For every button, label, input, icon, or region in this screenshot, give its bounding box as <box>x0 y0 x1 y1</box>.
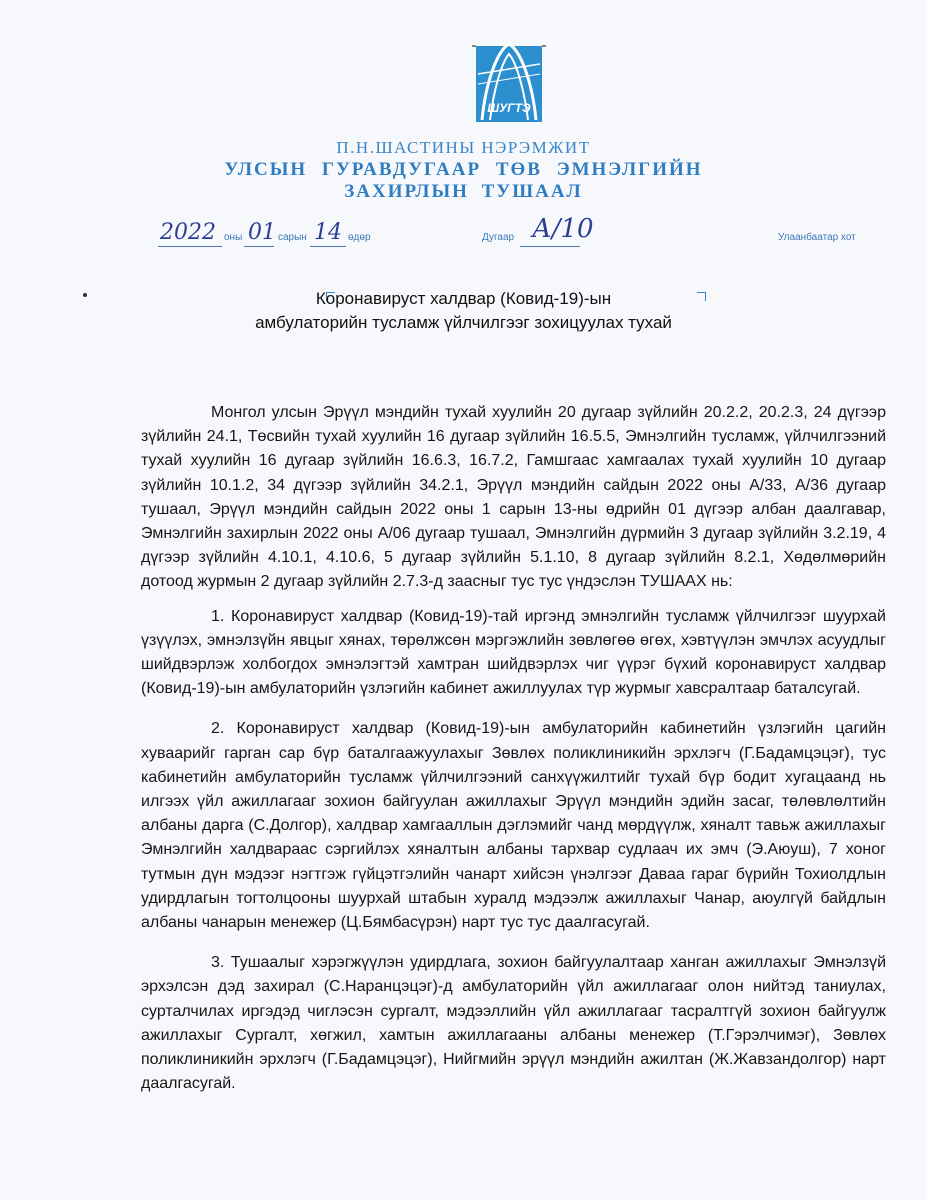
item-2-paragraph: 2. Коронавируст халдвар (Ковид-19)-ын амбулаторийн кабинетийн үзлэгийн цагийн хуваарийг гарган сар бүр баталгаажуулахыг Зөвлөх поликлиникийн эрхлэгч (Г.Бадамцэцэг), тус кабинетийн амбулаторийн тусламж үйлчилгээний санхүүжилтийг тухай бүр бодит хугацаанд нь илгээх үйл ажиллагааг зохион байгуулан ажиллахыг Эрүүл мэндийн эдийн засаг, төлөвлөлтийн албаны дарга (С.Долгор), халдвар хамгааллын дэглэмийг чанд мөрдүүлж, хяналт тавьж ажиллахыг Эмнэлгийн халдвараас сэргийлэх хяналтын албаны тархвар судлаач их эмч (Э.Аюуш), 7 хоног тутмын дүн мэдээг нэгтгэж гүйцэтгэлийн чанарт хийсэн үнэлгээг Даваа гараг бүрийн Тохиолдлын удирдлагын тогтолцооны шуурхай штабын хуралд мэдээлж ажиллахыг Чанар, аюулгүй байдлын албаны чанарын менежер (Ц.Бямбасүрэн) нарт тус тус даалгасугай. <box>141 720 886 932</box>
letterhead-line-1: П.Н.ШАСТИНЫ НЭРЭМЖИТ <box>336 138 591 157</box>
order-year: 2022 <box>160 220 216 245</box>
month-suffix: сарын <box>278 232 307 243</box>
number-label: Дугаар <box>482 232 515 243</box>
order-day: 14 <box>314 220 342 245</box>
item-1-paragraph: 1. Коронавируст халдвар (Ковид-19)-тай иргэнд эмнэлгийн тусламж үйлчилгээг шуурхай үзүүлэх, эмнэлзүйн явцыг хянах, төрөлжсөн мэргэжлийн зөвлөгөө өгөх, хэвтүүлэн эмчлэх асуудлыг шийдвэрлэж холбогдох эмнэлэгтэй хамтран шийдвэрлэх чиг үүрэг бүхий коронавируст халдвар (Ковид-19)-ын амбулаторийн үзлэгийн кабинет ажиллуулах түр журмыг хавсралтаар баталсугай. <box>141 607 886 698</box>
preamble-paragraph: Монгол улсын Эрүүл мэндийн тухай хуулийн 20 дугаар зүйлийн 20.2.2, 20.2.3, 24 дүгээр зүйлийн 24.1, Төсвийн тухай хуулийн 16 дугаар зүйлийн 16.5.5, Эмнэлгийн тусламж, үйлчилгээний тухай хуулийн 16 дугаар зүйлийн 16.6.3, 16.7.2, Гамшгаас хамгаалах тухай хуулийн 10 дугаар зүйлийн 10.1.2, 34 дүгээр зүйлийн 34.2.1, Эрүүл мэндийн сайдын 2022 оны А/33, А/36 дугаар тушаал, Эрүүл мэндийн сайдын 2022 оны 1 сарын 13-ны өдрийн 01 дүгээр албан даалгавар, Эмнэлгийн захирлын 2022 оны А/06 дугаар тушаал, Эмнэлгийн дүрмийн 3 дугаар зүйлийн 3.2.19, 4 дүгээр зүйлийн 4.10.1, 4.10.6, 5 дугаар зүйлийн 5.1.10, 8 дугаар зүйлийн 8.2.1, Хөдөлмөрийн дотоод журмын 2 дугаар зүйлийн 2.7.3-д заасныг тус тус үндэслэн ТУШААХ нь: <box>141 404 886 591</box>
order-title <box>0 287 927 335</box>
city: Улаанбаатар хот <box>778 232 856 243</box>
order-body <box>141 401 886 1112</box>
letterhead-line-2: УЛСЫН ГУРАВДУГААР ТӨВ ЭМНЭЛГИЙН <box>224 159 703 180</box>
order-number: А/10 <box>532 214 594 244</box>
day-suffix: өдөр <box>348 232 371 243</box>
letterhead-line-3: ЗАХИРЛЫН ТУШААЛ <box>344 181 583 202</box>
hospital-logo <box>468 40 550 128</box>
order-meta-line <box>0 214 927 250</box>
year-suffix: оны <box>224 232 243 243</box>
title-line-2: амбулаторийн тусламж үйлчилгээг зохицуулах тухай <box>255 313 672 332</box>
svg-text:ШУГТЭ: ШУГТЭ <box>487 101 531 115</box>
order-month: 01 <box>248 220 276 245</box>
item-3-paragraph: 3. Тушаалыг хэрэгжүүлэн удирдлага, зохион байгуулалтаар ханган ажиллахыг Эмнэлзүй эрхэлсэн дэд захирал (С.Наранцэцэг)-д амбулаторийн үйл ажиллагааг олон нийтэд таниулах, сурталчилах иргэдэд чиглэсэн сургалт, мэдээллийн үйл ажиллагааг тасралтгүй зохион байгуулж ажиллахыг Сургалт, хөгжил, хамтын ажиллагааны албаны менежер (Т.Гэрэлчимэг), Зөвлөх поликлиникийн эрхлэгч (Г.Бадамцэцэг), Нийгмийн эрүүл мэндийн ажилтан (Ж.Жавзандолгор) нарт даалгасугай. <box>141 954 886 1093</box>
title-line-1: Коронавируст халдвар (Ковид-19)-ын <box>315 289 612 308</box>
